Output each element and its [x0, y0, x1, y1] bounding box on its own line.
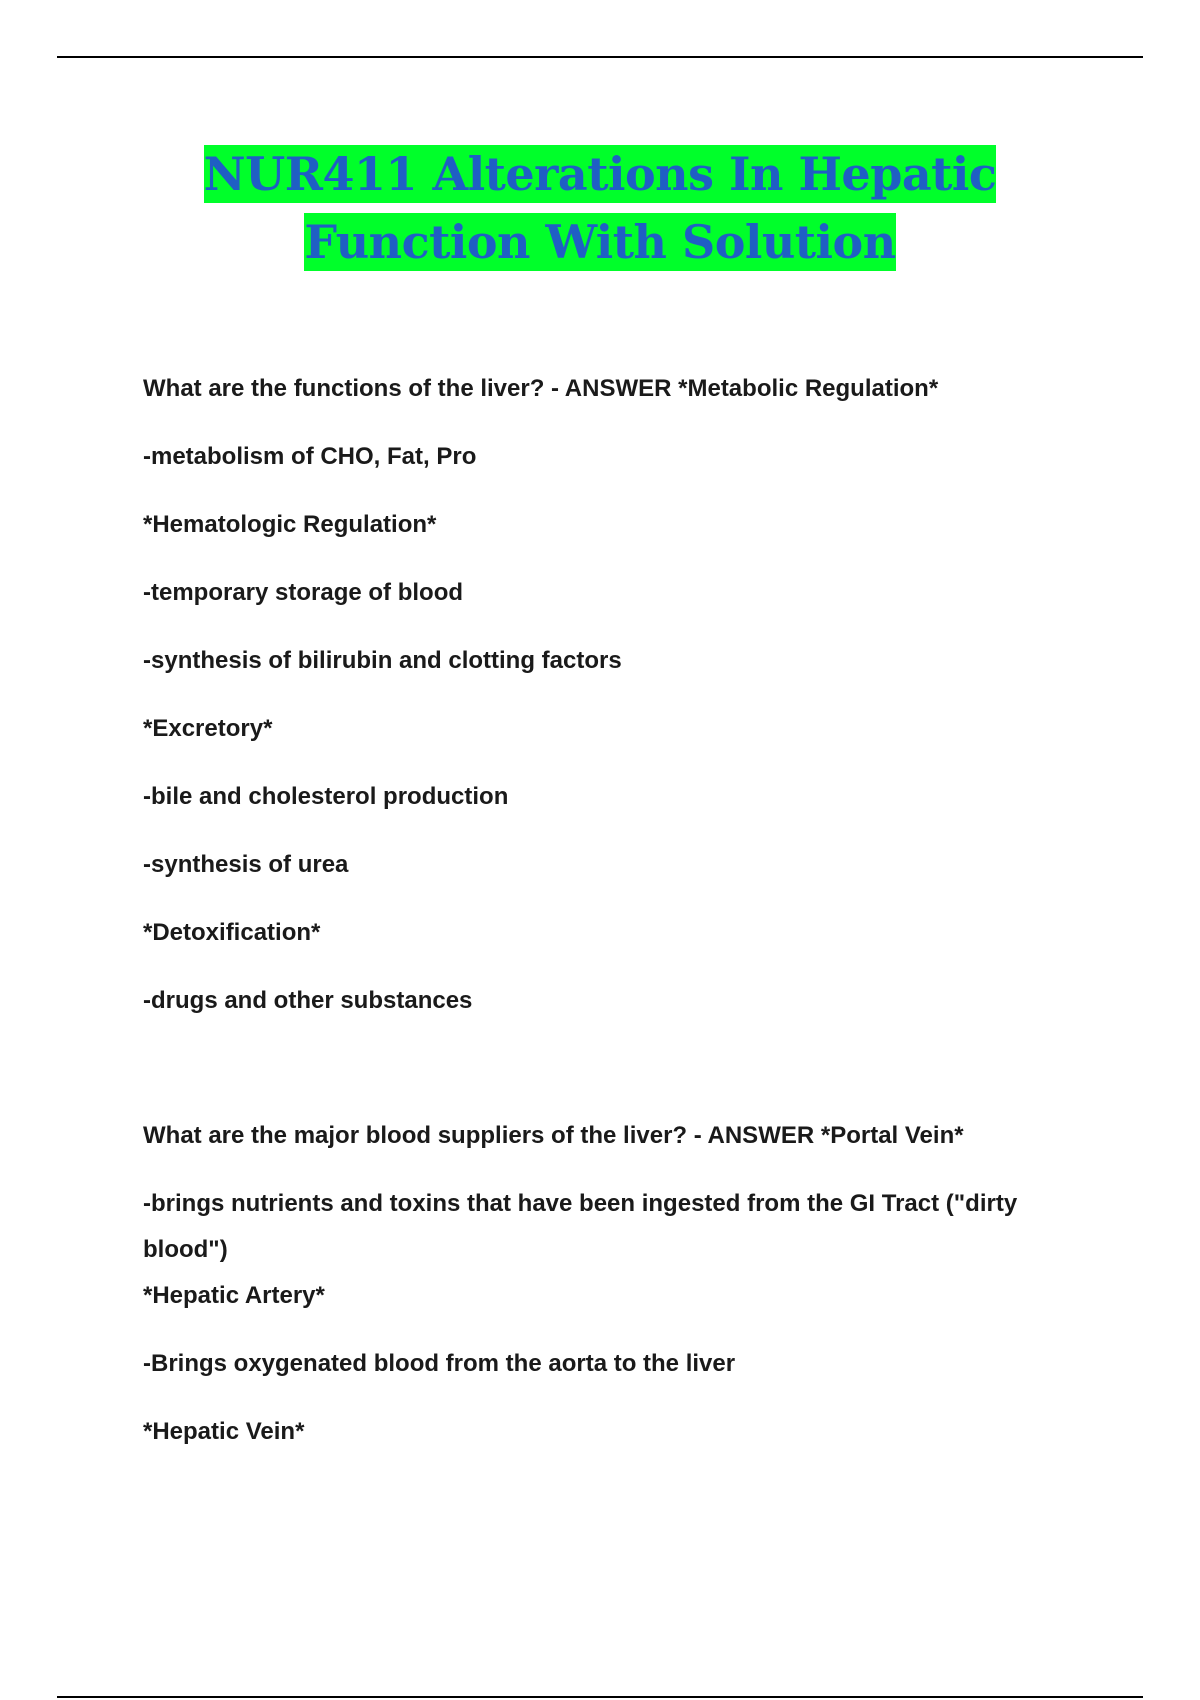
answer-heading: *Detoxification* [143, 919, 321, 946]
answer-line: -temporary storage of blood [143, 579, 464, 606]
answer-heading: *Excretory* [143, 715, 273, 742]
answer-heading: *Hepatic Artery* [143, 1282, 325, 1309]
question-1: What are the functions of the liver? - ANSWER *Metabolic Regulation* [143, 375, 939, 402]
title-line-2 [300, 208, 899, 276]
header-rule [57, 56, 1143, 58]
answer-line: -bile and cholesterol production [143, 783, 509, 810]
title-line-1-text: NUR411 Alterations In Hepatic [203, 147, 997, 201]
answer-line: -Brings oxygenated blood from the aorta to the liver [143, 1350, 736, 1377]
answer-line: -synthesis of bilirubin and clotting factors [143, 647, 622, 674]
footer-rule [57, 1696, 1143, 1698]
answer-line: -drugs and other substances [143, 987, 473, 1014]
title-line-2-text: Function With Solution [304, 215, 896, 269]
answer-line: -brings nutrients and toxins that have been ingested from the GI Tract ("dirty blood") [143, 1190, 1018, 1263]
document-title [0, 140, 1200, 276]
answer-line: -synthesis of urea [143, 851, 349, 878]
document-body [143, 366, 1103, 1477]
answer-line: -metabolism of CHO, Fat, Pro [143, 443, 477, 470]
question-2: What are the major blood suppliers of the liver? - ANSWER *Portal Vein* [143, 1122, 964, 1149]
answer-heading: *Hematologic Regulation* [143, 511, 437, 538]
title-line-1 [200, 140, 1001, 208]
answer-heading: *Hepatic Vein* [143, 1418, 305, 1445]
